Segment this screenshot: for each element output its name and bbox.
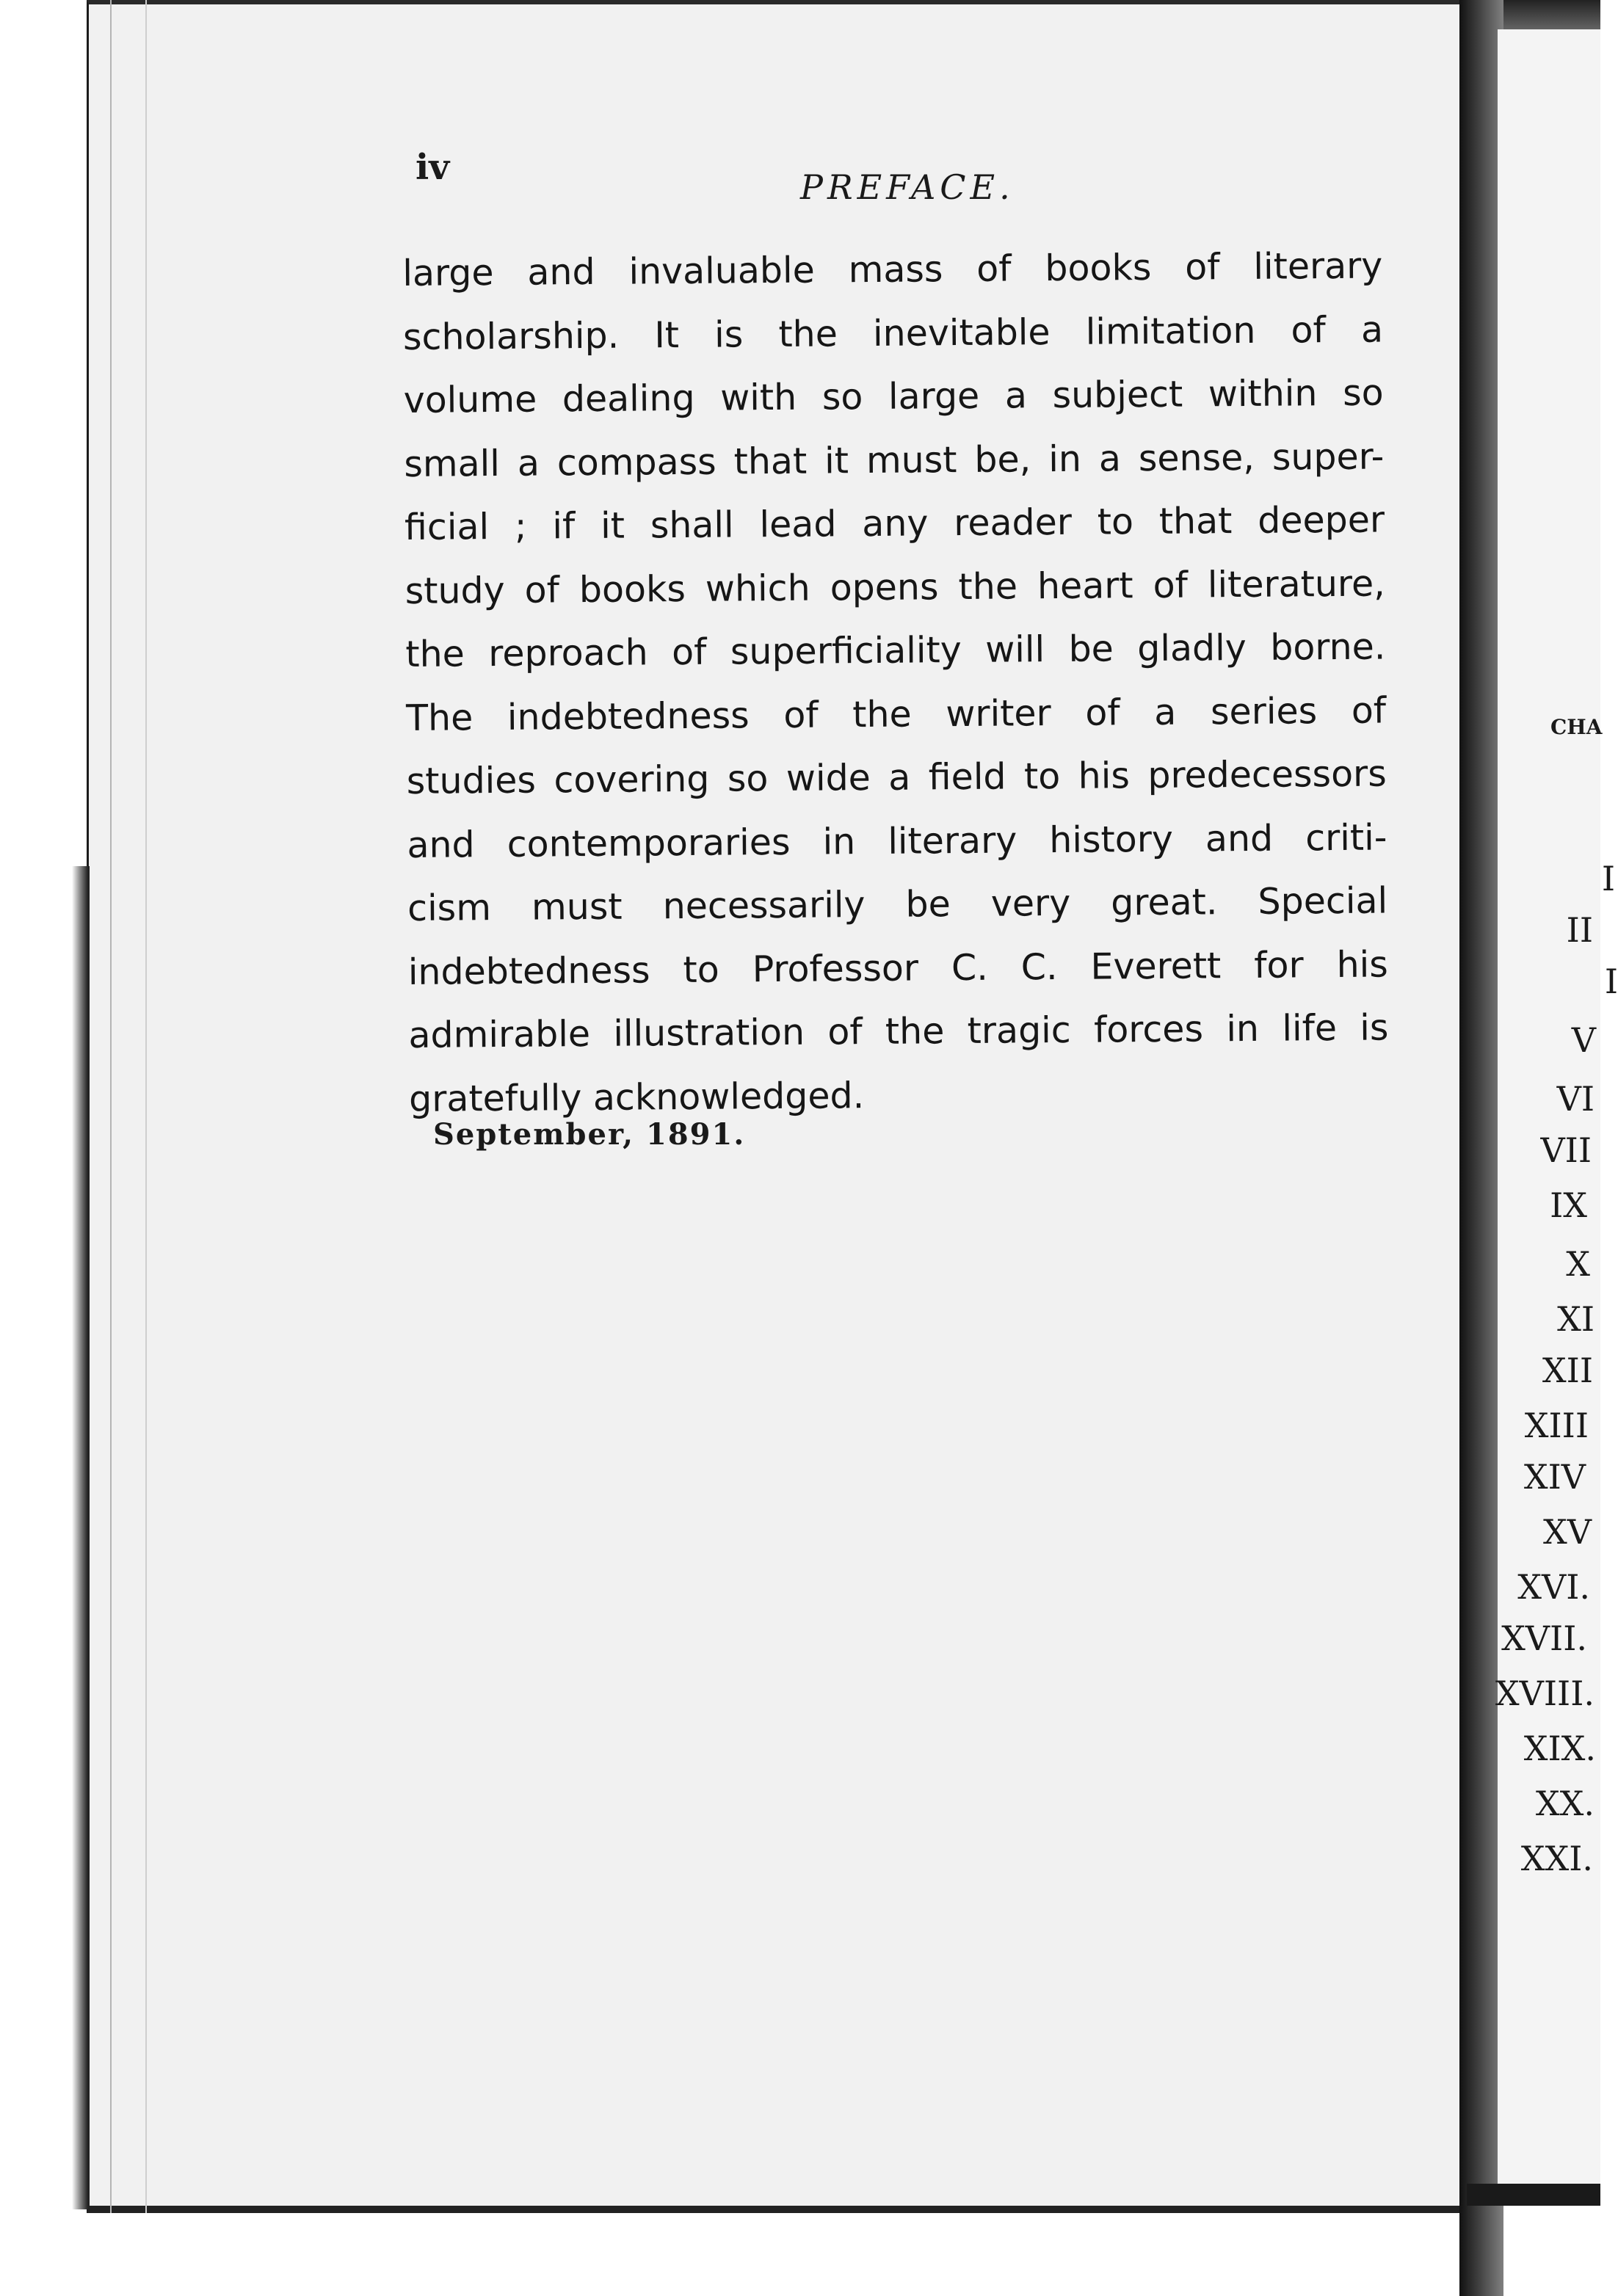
- toc-chapter-numeral: V: [1571, 1020, 1596, 1060]
- toc-chapter-numeral: X: [1566, 1244, 1590, 1284]
- toc-chapter-numeral: XVIII.: [1495, 1674, 1595, 1713]
- toc-chapter-numeral: XV: [1543, 1512, 1592, 1552]
- toc-chapter-numeral: I: [1604, 962, 1618, 1001]
- text-line: the reproach of superficiality will be gladly borne.: [405, 625, 1386, 675]
- toc-numeral-column: [1461, 0, 1618, 2296]
- preface-body: [402, 235, 1389, 1131]
- toc-chapter-numeral: XIII: [1524, 1406, 1589, 1445]
- toc-chapter-numeral: XIV: [1523, 1457, 1586, 1497]
- text-line: indebtedness to Professor C. C. Everett for his: [407, 942, 1388, 993]
- text-line: gratefully acknowledged.: [408, 1074, 865, 1120]
- text-line: admirable illustration of the tragic forces in life is: [408, 1006, 1389, 1056]
- toc-chapter-numeral: VI: [1556, 1079, 1595, 1119]
- toc-chapter-numeral: XI: [1557, 1299, 1595, 1339]
- text-line: The indebtedness of the writer of a series of: [405, 689, 1387, 739]
- text-line: large and invaluable mass of books of literary: [402, 244, 1383, 294]
- toc-chapter-numeral: XIX.: [1523, 1729, 1596, 1768]
- text-line: volume dealing with so large a subject within so: [403, 371, 1384, 421]
- text-line: small a compass that it must be, in a sense, super-: [404, 435, 1385, 485]
- page-number: iv: [416, 147, 450, 188]
- text-line: and contemporaries in literary history and criti-: [407, 815, 1387, 866]
- preface-date: September, 1891.: [433, 1117, 746, 1152]
- text-line: ficial ; if it shall lead any reader to that deeper: [404, 498, 1385, 548]
- toc-chapter-numeral: XII: [1542, 1351, 1593, 1390]
- text-line: scholarship. It is the inevitable limitation of a: [402, 308, 1384, 358]
- text-line: studies covering so wide a field to his predecessors: [406, 752, 1387, 802]
- toc-chapter-numeral: II: [1566, 910, 1593, 950]
- toc-chapter-numeral: XXI.: [1520, 1839, 1593, 1878]
- toc-chapter-numeral: XVI.: [1517, 1567, 1590, 1607]
- toc-chapter-numeral: XVII.: [1501, 1619, 1587, 1658]
- running-head: PREFACE.: [800, 167, 1015, 207]
- binding-edge: [72, 866, 90, 2209]
- toc-chapter-numeral: I: [1601, 859, 1615, 898]
- toc-chapter-numeral: XX.: [1535, 1784, 1595, 1823]
- text-line: cism must necessarily be very great. Special: [407, 879, 1388, 929]
- toc-chapter-numeral: VII: [1540, 1130, 1592, 1170]
- page-edge-lines: [110, 0, 147, 2213]
- text-line: study of books which opens the heart of literature,: [404, 562, 1385, 612]
- toc-chapter-heading: CHA: [1550, 715, 1603, 739]
- toc-chapter-numeral: IX: [1550, 1185, 1587, 1225]
